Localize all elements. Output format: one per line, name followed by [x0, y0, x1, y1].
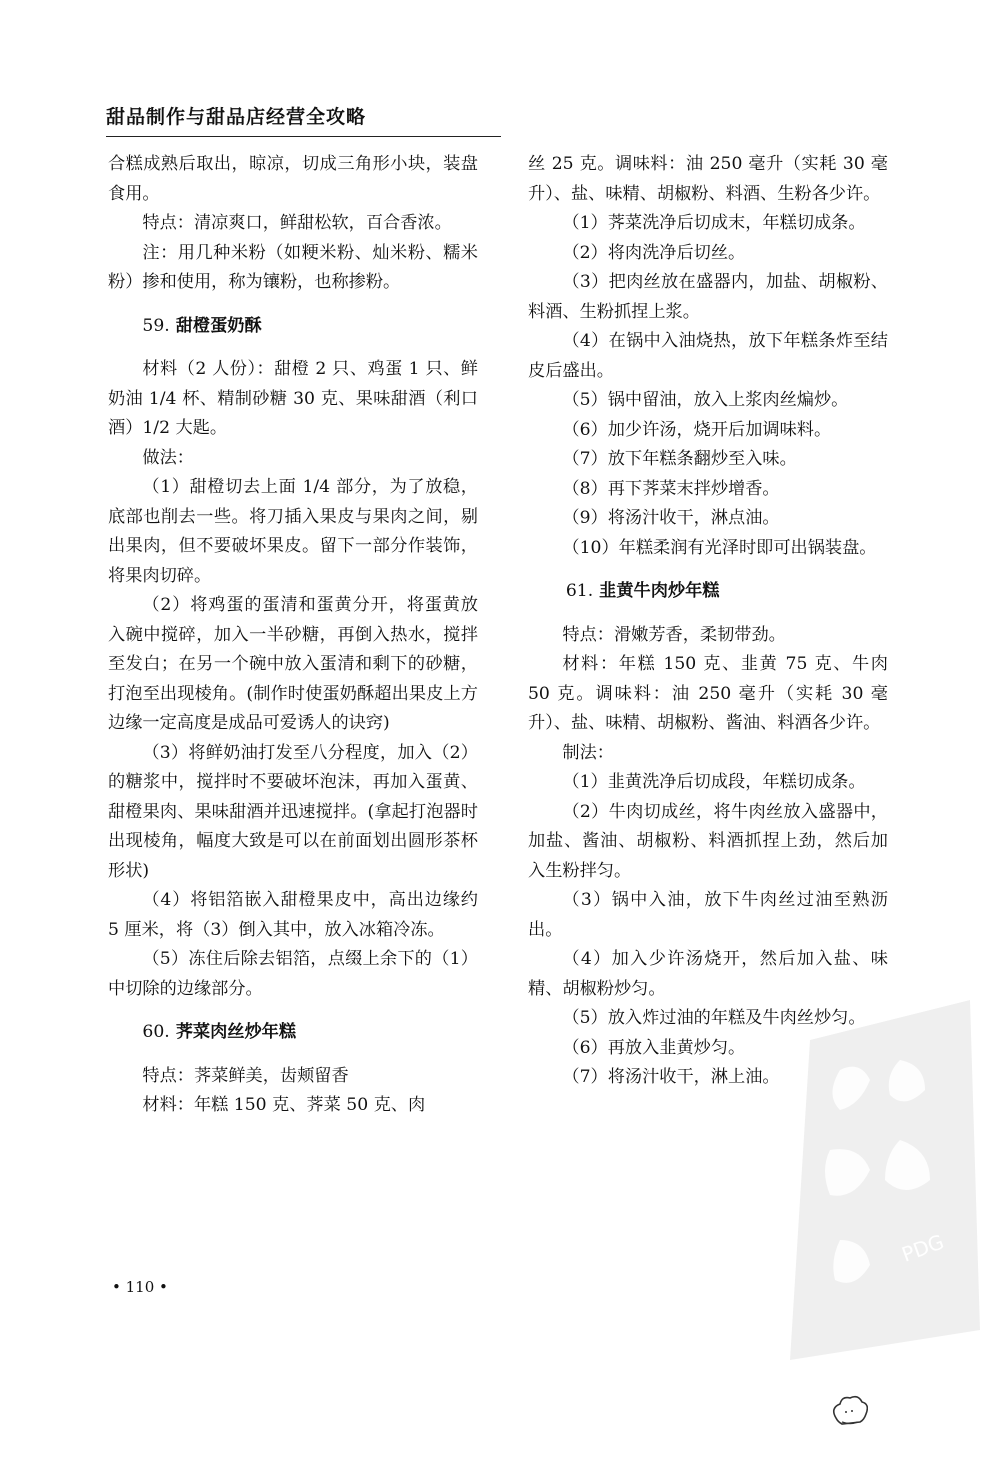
paragraph: （6）加少许汤，烧开后加调味料。 [562, 419, 832, 440]
section-heading-59 [108, 312, 478, 342]
paragraph: （3）把肉丝放在盛器内，加盐、胡椒粉、料酒、生粉抓捏上浆。 [528, 272, 888, 322]
right-column [528, 150, 888, 1093]
paragraph: （6）再放入韭黄炒匀。 [562, 1037, 746, 1058]
section-title: 甜橙蛋奶酥 [175, 315, 262, 336]
paragraph: （1）荠菜洗净后切成末，年糕切成条。 [562, 213, 866, 233]
paragraph: （7）将汤汁收干，淋上油。 [562, 1067, 780, 1087]
paragraph: （3）锅中入油，放下牛肉丝过油至熟沥出。 [528, 890, 888, 940]
paragraph: 丝 25 克。调味料：油 250 毫升（实耗 30 毫升）、盐、味精、胡椒粉、料酒、生粉各少许。 [528, 154, 888, 204]
paragraph: （2）将鸡蛋的蛋清和蛋黄分开，将蛋黄放入碗中搅碎，加入一半砂糖，再倒入热水，搅拌至发白；在另一个碗中放入蛋清和剩下的砂糖，打泡至出现棱角。(制作时使蛋奶酥超出果皮上方边缘一定高度是成品可爱诱人的诀窍) [108, 595, 478, 733]
paragraph: （2）将肉洗净后切丝。 [562, 242, 746, 263]
page-number: • 110 • [112, 1278, 168, 1296]
paragraph: （9）将汤汁收干，淋点油。 [562, 508, 780, 528]
paragraph: （4）加入少许汤烧开，然后加入盐、味精、胡椒粉炒匀。 [528, 949, 888, 999]
paragraph: （4）将铝箔嵌入甜橙果皮中，高出边缘约 5 厘米，将（3）倒入其中，放入冰箱冷冻。 [108, 890, 478, 940]
paragraph: 材料：年糕 150 克、荠菜 50 克、肉 [142, 1095, 426, 1115]
paragraph: 合糕成熟后取出，晾凉，切成三角形小块，装盘食用。 [108, 154, 478, 204]
section-title: 荠菜肉丝炒年糕 [175, 1022, 297, 1042]
chef-hat-icon [828, 1392, 868, 1432]
paragraph: （7）放下年糕条翻炒至入味。 [562, 449, 797, 469]
paragraph: （3）将鲜奶油打发至八分程度，加入（2）的糖浆中，搅拌时不要破坏泡沫，再加入蛋黄、甜橙果肉、果味甜酒并迅速搅拌。(拿起打泡器时出现棱角，幅度大致是可以在前面划出圆形茶杯形状) [108, 742, 478, 881]
paragraph: 材料：年糕 150 克、韭黄 75 克、牛肉 50 克。调味料：油 250 毫升（实耗 30 毫升）、盐、味精、胡椒粉、酱油、料酒各少许。 [528, 654, 888, 733]
watermark-stamp [770, 1000, 980, 1360]
paragraph: （5）锅中留油，放入上浆肉丝煸炒。 [562, 390, 849, 410]
section-title: 韭黄牛肉炒年糕 [599, 581, 720, 601]
paragraph: 材料（2 人份）：甜橙 2 只、鸡蛋 1 只、鲜奶油 1/4 杯、精制砂糖 30 克、果味甜酒（利口酒）1/2 大匙。 [108, 359, 478, 438]
section-number: 60. [142, 1022, 170, 1042]
paragraph: 制法： [562, 742, 614, 763]
section-heading-61 [528, 577, 888, 607]
paragraph: （2）牛肉切成丝，将牛肉丝放入盛器中，加盐、酱油、胡椒粉、料酒抓捏上劲，然后加入生粉拌匀。 [528, 801, 888, 881]
section-heading-60 [108, 1018, 478, 1048]
paragraph: 特点：滑嫩芳香，柔韧带劲。 [562, 624, 786, 645]
section-number: 59. [142, 315, 170, 336]
running-head-title: 甜品制作与甜品店经营全攻略 [106, 106, 367, 128]
paragraph: 注：用几种米粉（如粳米粉、灿米粉、糯米粉）掺和使用，称为镶粉，也称掺粉。 [108, 242, 478, 292]
paragraph: 特点：荠菜鲜美，齿颊留香 [142, 1065, 349, 1086]
paragraph: （5）冻住后除去铝箔，点缀上余下的（1）中切除的边缘部分。 [108, 949, 478, 999]
paragraph: 特点：清凉爽口，鲜甜松软，百合香浓。 [142, 213, 452, 233]
paragraph: （10）年糕柔润有光泽时即可出锅装盘。 [562, 537, 877, 558]
paragraph: （1）韭黄洗净后切成段，年糕切成条。 [562, 772, 866, 792]
watermark-label: PDG [898, 1229, 948, 1267]
paragraph: （5）放入炸过油的年糕及牛肉丝炒匀。 [562, 1008, 866, 1028]
paragraph: （8）再下荠菜末拌炒增香。 [562, 478, 780, 499]
paragraph: （4）在锅中入油烧热，放下年糕条炸至结皮后盛出。 [528, 331, 888, 381]
paragraph: （1）甜橙切去上面 1/4 部分，为了放稳，底部也削去一些。将刀插入果皮与果肉之间，剔出果肉，但不要破坏果皮。留下一部分作装饰，将果肉切碎。 [108, 477, 478, 586]
section-number: 61. [565, 581, 594, 601]
left-column [108, 150, 478, 1121]
header-rule [106, 136, 501, 137]
paragraph: 做法： [142, 447, 194, 468]
